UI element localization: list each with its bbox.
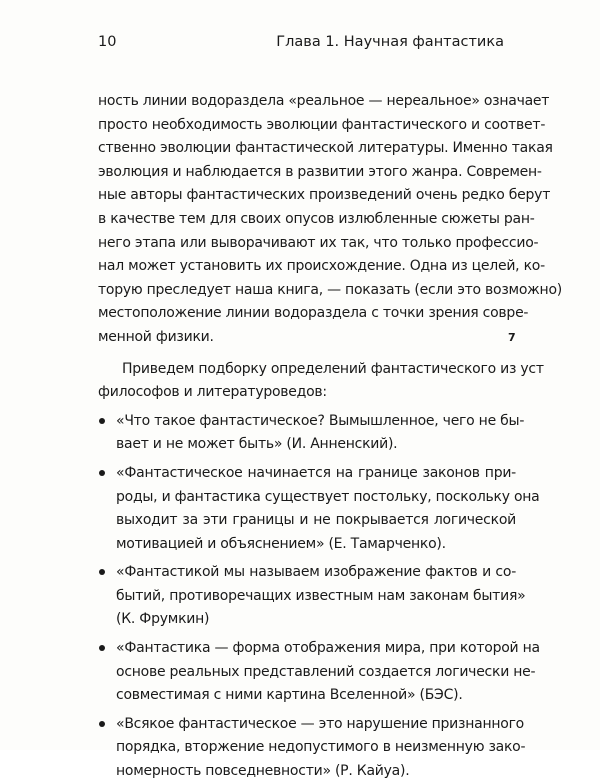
text-line: «Фантастическое начинается на границе законов при-: [116, 464, 516, 481]
text-line: ные авторы фантастических произведений очень редко берут: [98, 187, 551, 204]
text-line: ность линии водораздела «реальное — нереальное» означает: [98, 93, 550, 109]
text-line: местоположение линии водораздела с точки зрения совре-: [98, 305, 529, 322]
text-line: ственно эволюции фантастической литературы. Именно такая: [98, 140, 553, 157]
text-line: него этапа или выворачивают их так, что только профессио-: [98, 234, 539, 251]
quote-item-caillois: [98, 713, 526, 784]
text-line: совместимая с ними картина Вселенной» (БЭС).: [116, 687, 463, 704]
bullet-icon: [99, 470, 105, 476]
paragraph-definitions-intro: [98, 358, 544, 405]
page-number: 10: [98, 34, 117, 50]
text-line: просто необходимость эволюции фантастического и соответ-: [98, 116, 546, 133]
quote-item-bes: [98, 637, 540, 708]
text-line: в качестве тем для своих опусов излюбленные сюжеты ран-: [98, 210, 535, 227]
text-line: «Всякое фантастическое — это нарушение признанного: [116, 715, 524, 732]
quote-item-annensky: [98, 410, 525, 457]
bullet-icon: [99, 569, 105, 575]
text-line: вает и не может быть» (И. Анненский).: [116, 436, 398, 453]
text-line: номерность повседневности» (Р. Кайуа).: [116, 763, 410, 780]
text-line: выходит за эти границы и не покрывается логической: [116, 512, 516, 529]
text-line: бытий, противоречащих известным нам законам бытия»: [116, 587, 526, 604]
text-line: «Что такое фантастическое? Вымышленное, чего не бы-: [116, 412, 525, 429]
quote-item-tamarchenko: [98, 462, 540, 556]
text-line: «Фантастикой мы называем изображение фактов и со-: [116, 564, 516, 581]
text-line: эволюция и наблюдается в развитии этого жанра. Современ-: [98, 163, 542, 180]
text-line: торую преследует наша книга, — показать (если это возможно): [98, 281, 562, 298]
text-line: порядка, вторжение недопустимого в неизменную зако-: [116, 739, 526, 756]
paragraph-gap: [98, 350, 516, 358]
text-line: философов и литературоведов:: [98, 384, 327, 401]
text-line: роды, и фантастика существует постольку, поскольку она: [116, 488, 540, 505]
text-line: (К. Фрумкин): [116, 611, 210, 628]
running-header: [98, 34, 504, 58]
chapter-title: Глава 1. Научная фантастика: [276, 34, 504, 50]
footnote-mark: 7: [508, 331, 516, 344]
paragraph-intro: [98, 90, 562, 350]
bullet-icon: [99, 721, 105, 727]
text-line: «Фантастика — форма отображения мира, при которой на: [116, 640, 540, 657]
bullet-icon: [99, 645, 105, 651]
text-line: менной физики.: [98, 328, 214, 345]
text-line: нал может установить их происхождение. Одна из целей, ко-: [98, 258, 545, 275]
quote-item-frumkin: [98, 561, 526, 632]
page-body: [98, 90, 562, 784]
bullet-icon: [99, 418, 105, 424]
text-line: основе реальных представлений создается логически не-: [116, 663, 536, 680]
text-line: Приведем подборку определений фантастического из уст: [122, 360, 544, 377]
text-line: мотивацией и объяснением» (Е. Тамарченко).: [116, 535, 446, 552]
